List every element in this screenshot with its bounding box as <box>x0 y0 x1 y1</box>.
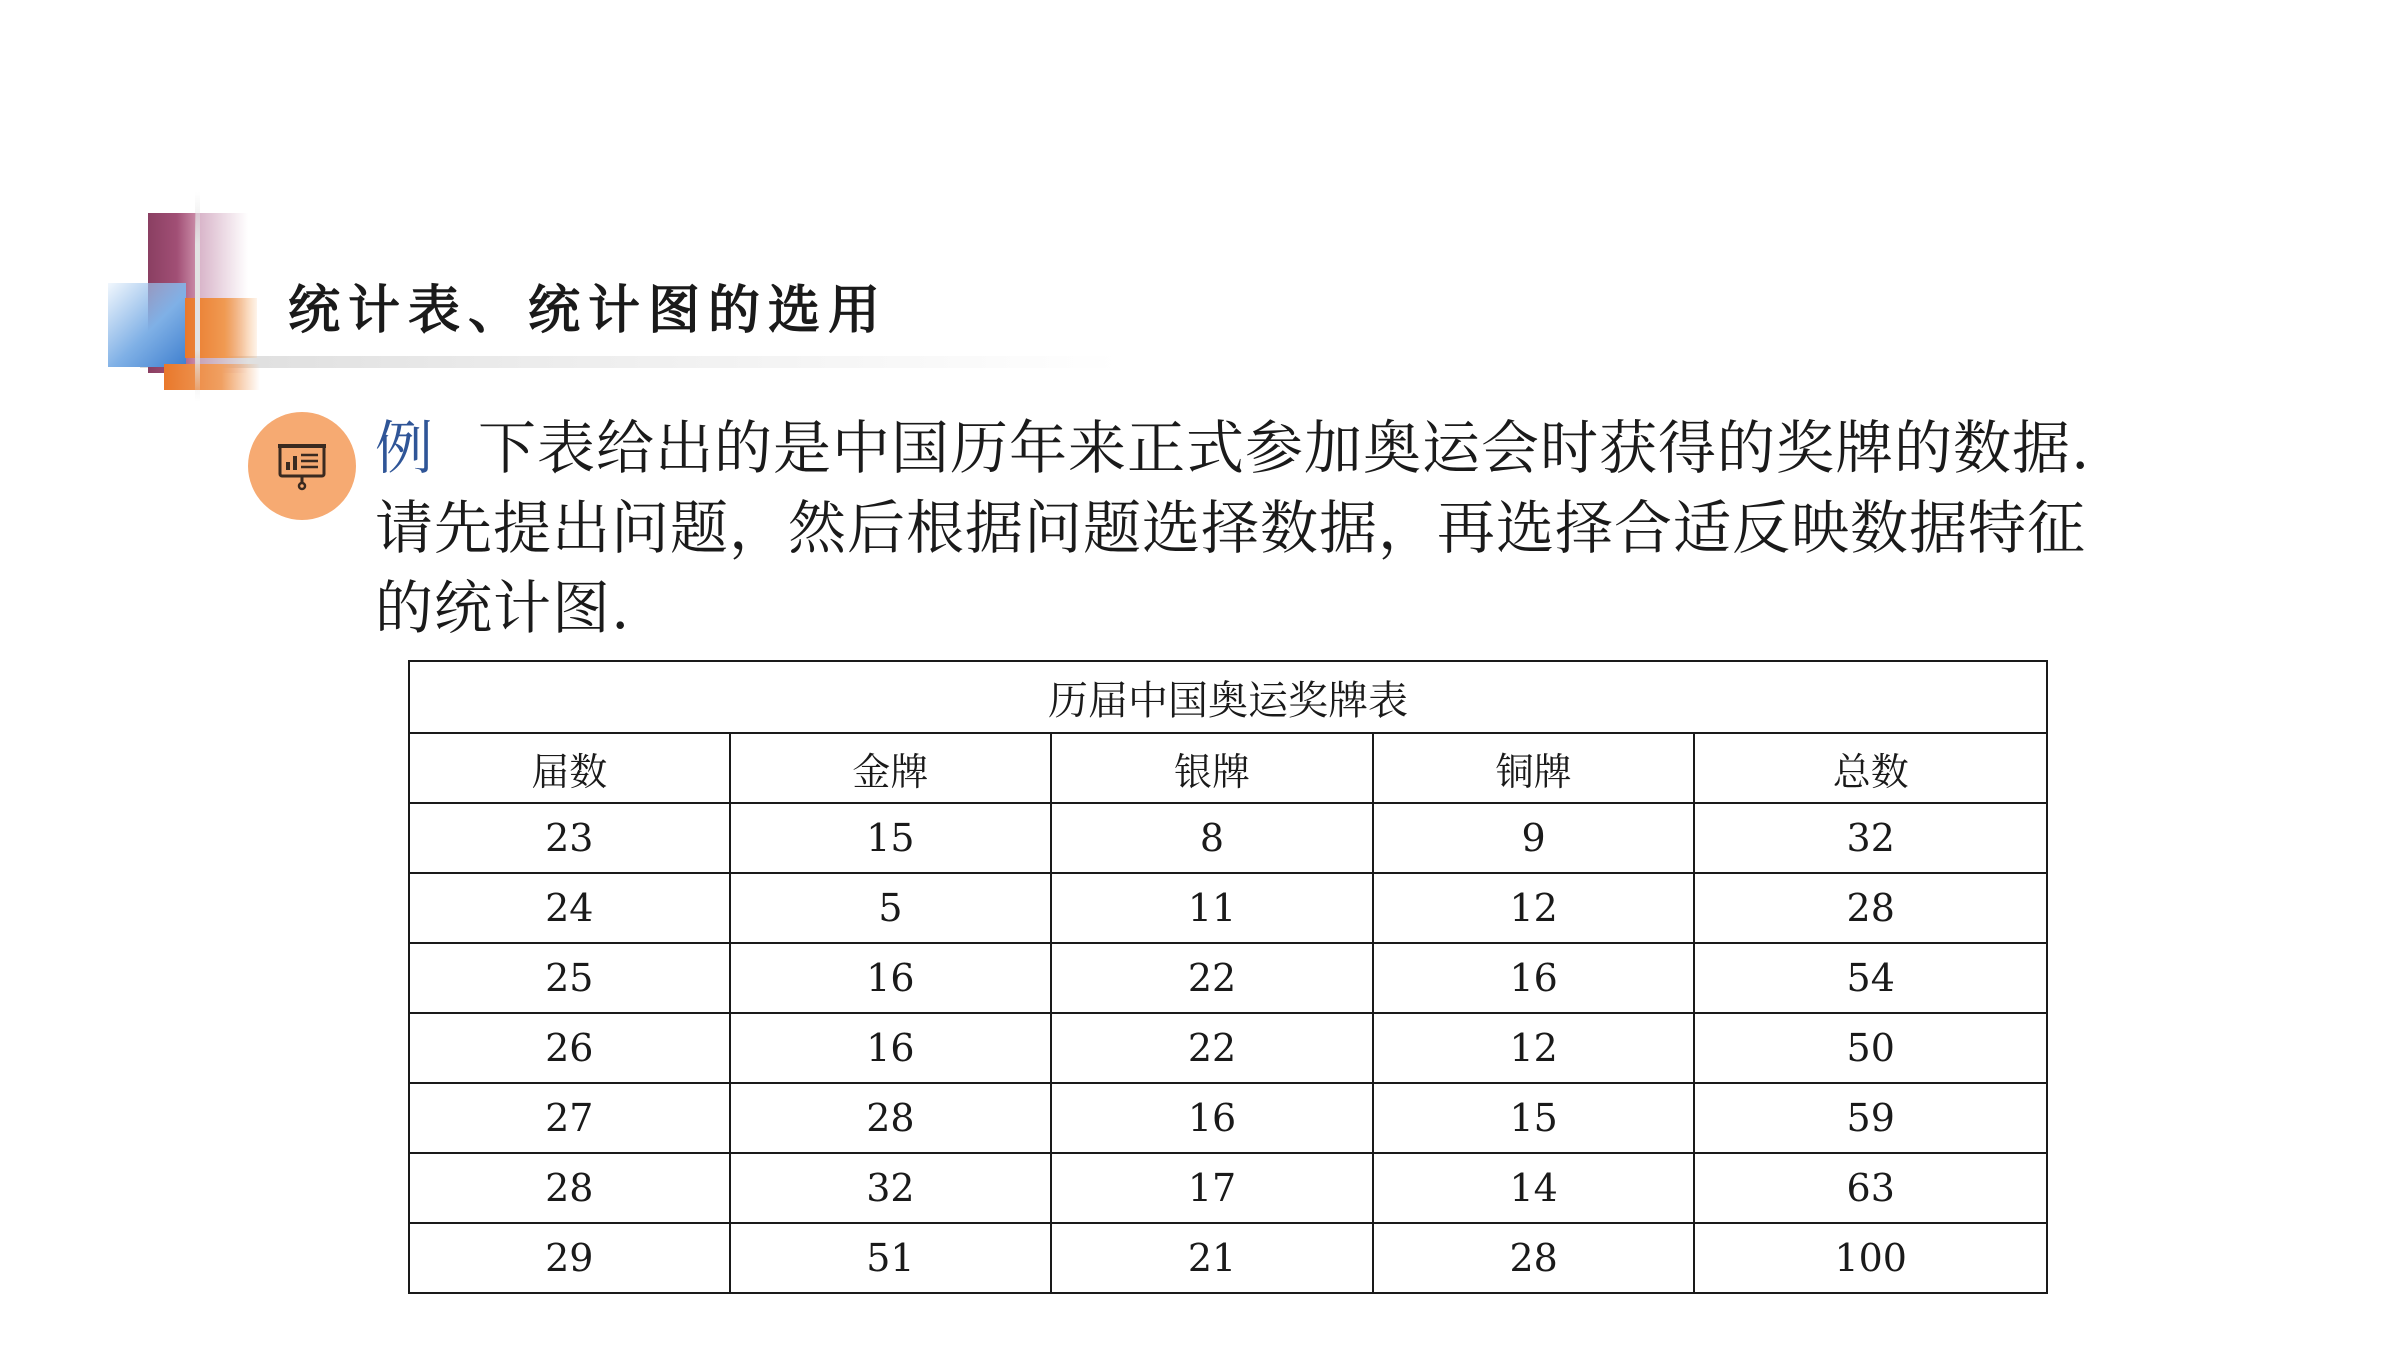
table-row <box>409 1153 2047 1223</box>
cell-total: 50 <box>1694 1013 2047 1083</box>
cell-gold: 5 <box>730 873 1052 943</box>
header-session: 届数 <box>409 733 730 803</box>
cell-session: 26 <box>409 1013 730 1083</box>
cell-gold: 32 <box>730 1153 1052 1223</box>
ornament-blue-block <box>108 283 186 367</box>
table-header-row <box>409 733 2047 803</box>
section-title: 统计表、统计图的选用 <box>288 280 889 341</box>
cell-silver: 22 <box>1051 1013 1373 1083</box>
cell-bronze: 28 <box>1373 1223 1695 1293</box>
header-bronze: 铜牌 <box>1373 733 1695 803</box>
header-total: 总数 <box>1694 733 2047 803</box>
table-row <box>409 803 2047 873</box>
cell-silver: 8 <box>1051 803 1373 873</box>
table-row <box>409 1083 2047 1153</box>
header-silver: 银牌 <box>1051 733 1373 803</box>
cell-session: 24 <box>409 873 730 943</box>
cell-silver: 17 <box>1051 1153 1373 1223</box>
table-row <box>409 1223 2047 1293</box>
example-lead: 例 <box>375 414 435 482</box>
presentation-board-icon <box>274 438 330 494</box>
cell-bronze: 9 <box>1373 803 1695 873</box>
cell-gold: 51 <box>730 1223 1052 1293</box>
header-gold: 金牌 <box>730 733 1052 803</box>
example-text: 下表给出的是中国历年来正式参加奥运会时获得的奖牌的数据.请先提出问题，然后根据问题选择数据，再选择合适反映数据特征的统计图. <box>375 414 2091 642</box>
cell-gold: 28 <box>730 1083 1052 1153</box>
cell-total: 59 <box>1694 1083 2047 1153</box>
ornament-horizontal-line <box>140 356 1120 368</box>
cell-total: 28 <box>1694 873 2047 943</box>
cell-silver: 11 <box>1051 873 1373 943</box>
cell-total: 54 <box>1694 943 2047 1013</box>
table-row <box>409 943 2047 1013</box>
table-caption: 历届中国奥运奖牌表 <box>409 661 2047 733</box>
cell-bronze: 14 <box>1373 1153 1695 1223</box>
cell-session: 25 <box>409 943 730 1013</box>
cell-session: 29 <box>409 1223 730 1293</box>
cell-silver: 21 <box>1051 1223 1373 1293</box>
table-row <box>409 873 2047 943</box>
medal-table <box>408 660 2048 1294</box>
cell-bronze: 12 <box>1373 873 1695 943</box>
cell-total: 32 <box>1694 803 2047 873</box>
cell-session: 27 <box>409 1083 730 1153</box>
example-problem <box>375 408 2135 648</box>
cell-bronze: 15 <box>1373 1083 1695 1153</box>
cell-silver: 22 <box>1051 943 1373 1013</box>
cell-bronze: 12 <box>1373 1013 1695 1083</box>
header-ornament <box>0 0 1150 420</box>
ornament-vertical-line <box>195 192 200 402</box>
cell-total: 63 <box>1694 1153 2047 1223</box>
cell-session: 23 <box>409 803 730 873</box>
cell-gold: 16 <box>730 1013 1052 1083</box>
example-badge <box>248 412 356 520</box>
cell-gold: 15 <box>730 803 1052 873</box>
cell-session: 28 <box>409 1153 730 1223</box>
cell-gold: 16 <box>730 943 1052 1013</box>
table-row <box>409 1013 2047 1083</box>
cell-bronze: 16 <box>1373 943 1695 1013</box>
ornament-orange-strip <box>164 364 260 390</box>
table-caption-row <box>409 661 2047 733</box>
cell-silver: 16 <box>1051 1083 1373 1153</box>
cell-total: 100 <box>1694 1223 2047 1293</box>
